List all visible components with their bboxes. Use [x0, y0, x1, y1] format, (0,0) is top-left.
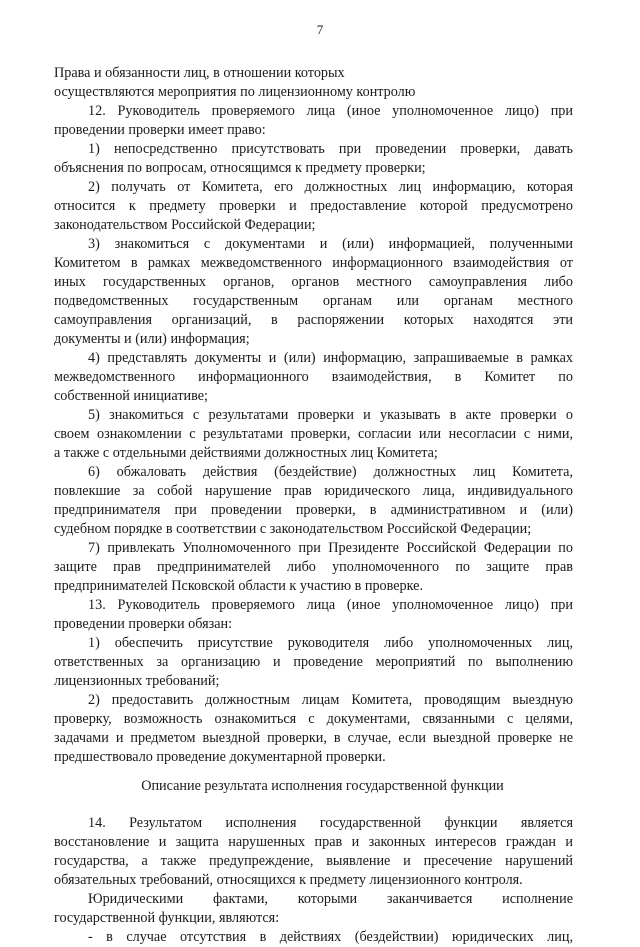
text-line: 12. Руководитель проверяемого лица (иное уполномоченное лицо) при	[88, 103, 573, 119]
text-line: 1) непосредственно присутствовать при проведении проверки, давать	[88, 141, 573, 157]
paragraph-12	[54, 102, 573, 140]
text-line: государственной функции, являются:	[54, 910, 280, 926]
section-heading-rights	[54, 64, 573, 102]
list-item	[54, 235, 573, 349]
text-line: 2) получать от Комитета, его должностных лиц информацию, которая	[88, 179, 573, 195]
text-line: осуществляются мероприятия по лицензионному контролю	[54, 84, 416, 100]
list-item	[54, 406, 573, 463]
text-line: Права и обязанности лиц, в отношении которых	[54, 65, 345, 81]
text-line: лицензионных требований;	[54, 673, 220, 689]
text-line: самоуправления организаций, в распоряжении которых находятся эти	[54, 312, 573, 328]
text-line: иных государственных органов, органов местного самоуправления либо	[54, 274, 573, 290]
paragraph-13	[54, 596, 573, 634]
text-line: повлекшие за собой нарушение прав юридического лица, индивидуального	[54, 483, 573, 499]
text-line: предпринимателей Псковской области к участию в проверке.	[54, 578, 424, 594]
text-line: предшествовало проведение документарной проверки.	[54, 749, 386, 765]
heading-text: Описание результата исполнения государственной функции	[141, 778, 504, 794]
document-body	[54, 64, 573, 947]
text-line: 6) обжаловать действия (бездействие) должностных лиц Комитета,	[88, 464, 573, 480]
list-item	[54, 463, 573, 539]
page-number: 7	[316, 22, 324, 37]
list-item	[54, 349, 573, 406]
list-item	[54, 178, 573, 235]
section-heading-result	[54, 767, 573, 805]
text-line: восстановление и защита нарушенных прав и законных интересов граждан и	[54, 834, 573, 850]
text-line: судебном порядке в соответствии с законодательством Российской Федерации;	[54, 521, 532, 537]
text-line: защите прав предпринимателей либо уполномоченного по защите прав	[54, 559, 573, 575]
text-line: подведомственных государственным органам или органам местного	[54, 293, 573, 309]
text-line: 13. Руководитель проверяемого лица (иное уполномоченное лицо) при	[88, 597, 573, 613]
text-line: Юридическими фактами, которыми заканчивается исполнение	[88, 891, 573, 907]
text-line: проведении проверки имеет право:	[54, 122, 266, 138]
text-line: документы и (или) информация;	[54, 331, 250, 347]
text-line: предпринимателя при проведении проверки, в административном и (или)	[54, 502, 573, 518]
text-line: законодательством Российской Федерации;	[54, 217, 316, 233]
text-line: 2) предоставить должностным лицам Комитета, проводящим выездную	[88, 692, 573, 708]
list-item	[54, 539, 573, 596]
paragraph-legal-facts	[54, 890, 573, 928]
text-line: собственной инициативе;	[54, 388, 208, 404]
text-line: 4) представлять документы и (или) информацию, запрашиваемые в рамках	[88, 350, 573, 366]
text-line: проведении проверки обязан:	[54, 616, 233, 632]
list-item	[54, 634, 573, 691]
list-item	[54, 928, 573, 947]
text-line: объяснения по вопросам, относящимся к предмету проверки;	[54, 160, 426, 176]
text-line: ответственных за организацию и проведение мероприятий по выполнению	[54, 654, 573, 670]
paragraph-14	[54, 814, 573, 890]
text-line: государства, а также предупреждение, выявление и пресечение нарушений	[54, 853, 573, 869]
text-line: Комитетом в рамках межведомственного информационного взаимодействия от	[54, 255, 573, 271]
list-item	[54, 140, 573, 178]
text-line: задачами и предметом выездной проверки, в случае, если выездной проверке не	[54, 730, 573, 746]
list-item	[54, 691, 573, 767]
text-line: 1) обеспечить присутствие руководителя либо уполномоченных лиц,	[88, 635, 573, 651]
text-line: относится к предмету проверки и предоставление которой предусмотрено	[54, 198, 573, 214]
text-line: своем ознакомлении с результатами проверки, согласии или несогласии с ними,	[54, 426, 573, 442]
text-line: 5) знакомиться с результатами проверки и указывать в акте проверки о	[88, 407, 573, 423]
text-line: проверку, возможность ознакомиться с документами, связанными с целями,	[54, 711, 573, 727]
text-line: обязательных требований, относящихся к предмету лицензионного контроля.	[54, 872, 523, 888]
text-line: 7) привлекать Уполномоченного при Президенте Российской Федерации по	[88, 540, 573, 556]
text-line: а также с отдельными действиями должностных лиц Комитета;	[54, 445, 438, 461]
text-line: межведомственного информационного взаимодействия, в Комитет по	[54, 369, 573, 385]
text-line: 14. Результатом исполнения государственной функции является	[88, 815, 573, 831]
text-line: - в случае отсутствия в действиях (бездействии) юридических лиц,	[88, 929, 573, 945]
text-line: 3) знакомиться с документами и (или) информацией, полученными	[88, 236, 573, 252]
